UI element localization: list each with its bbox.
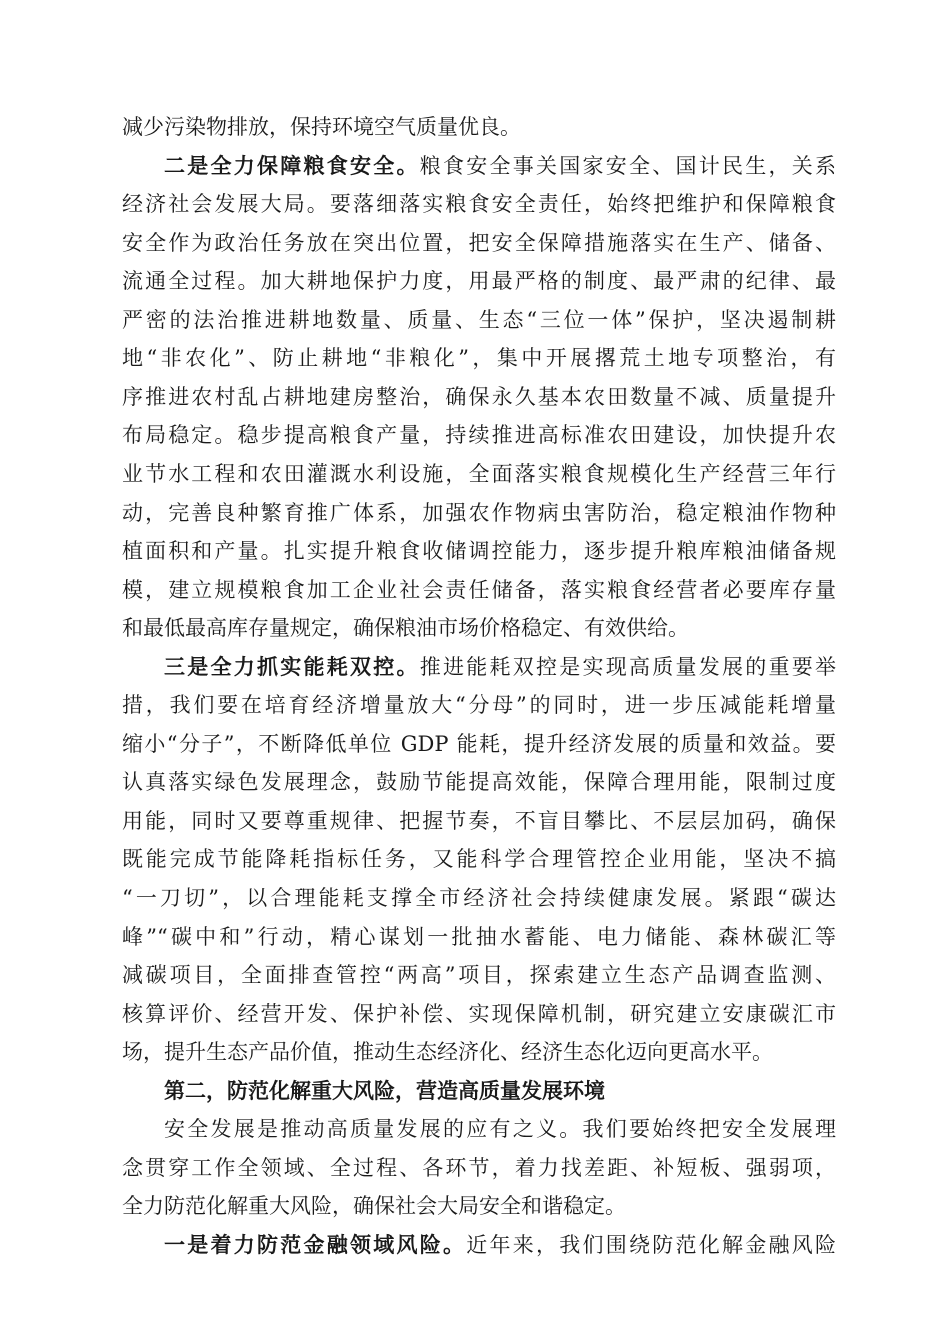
- text-line: [122, 922, 836, 952]
- paragraph-heading-line: [164, 151, 836, 181]
- body-text: 推进能耗双控是实现高质量发展的重要举: [419, 655, 836, 679]
- text-line: [122, 343, 836, 373]
- text-line: [122, 960, 836, 990]
- body-text: 安全作为政治任务放在突出位置，把安全保障措施落实在生产、储备、: [122, 231, 836, 255]
- body-text: 动，完善良种繁育推广体系，加强农作物病虫害防治，稳定粮油作物种: [122, 501, 836, 525]
- body-text: 严密的法治推进耕地数量、质量、生态“三位一体”保护，坚决遏制耕: [122, 308, 836, 332]
- text-line: [122, 228, 836, 258]
- text-line: [122, 112, 836, 142]
- body-text: 粮食安全事关国家安全、国计民生，关系: [419, 154, 836, 178]
- body-text: 模，建立规模粮食加工企业社会责任储备，落实粮食经营者必要库存量: [122, 578, 836, 602]
- text-line: [122, 613, 836, 643]
- paragraph-heading-line: [164, 1230, 836, 1260]
- paragraph-heading-line: [164, 1076, 836, 1106]
- text-line: [122, 382, 836, 412]
- body-text: 和最低最高库存量规定，确保粮油市场价格稳定、有效供给。: [122, 616, 689, 640]
- body-text: 减碳项目，全面排查管控“两高”项目，探索建立生态产品调查监测、: [122, 963, 836, 987]
- text-line: [122, 690, 836, 720]
- text-line: [122, 1037, 836, 1067]
- text-line: [122, 729, 836, 759]
- body-text: 念贯穿工作全领域、全过程、各环节，着力找差距、补短板、强弱项，: [122, 1156, 836, 1180]
- text-line: [122, 806, 836, 836]
- text-line: [122, 767, 836, 797]
- text-line: [122, 1153, 836, 1183]
- body-text: 用能，同时又要尊重规律、把握节奏，不盲目攀比、不层层加码，确保: [122, 809, 836, 833]
- body-text: 场，提升生态产品价值，推动生态经济化、经济生态化迈向更高水平。: [122, 1040, 773, 1064]
- body-text: 地“非农化”、防止耕地“非粮化”，集中开展撂荒土地专项整治，有: [122, 346, 836, 370]
- text-line: [122, 189, 836, 219]
- text-line: [164, 1114, 836, 1144]
- text-line: [122, 883, 836, 913]
- text-line: [122, 459, 836, 489]
- body-text: 缩小“分子”，不断降低单位 GDP 能耗，提升经济发展的质量和效益。要: [122, 732, 836, 756]
- text-line: [122, 999, 836, 1029]
- body-text: 措，我们要在培育经济增量放大“分母”的同时，进一步压减能耗增量: [122, 693, 836, 717]
- text-line: [122, 844, 836, 874]
- body-text: 安全发展是推动高质量发展的应有之义。我们要始终把安全发展理: [164, 1117, 836, 1141]
- text-line: [122, 498, 836, 528]
- body-text: “一刀切”，以合理能耗支撑全市经济社会持续健康发展。紧跟“碳达: [122, 886, 836, 910]
- body-text: 布局稳定。稳步提高粮食产量，持续推进高标准农田建设，加快提升农: [122, 423, 836, 447]
- body-text: 近年来，我们围绕防范化解金融风险: [466, 1233, 836, 1257]
- body-text: 全力防范化解重大风险，确保社会大局安全和谐稳定。: [122, 1194, 626, 1218]
- body-text: 经济社会发展大局。要落细落实粮食安全责任，始终把维护和保障粮食: [122, 192, 836, 216]
- text-line: [122, 1191, 836, 1221]
- text-line: [122, 536, 836, 566]
- text-line: [122, 305, 836, 335]
- body-text: 业节水工程和农田灌溉水利设施，全面落实粮食规模化生产经营三年行: [122, 462, 836, 486]
- paragraph-heading-line: [164, 652, 836, 682]
- text-line: [122, 420, 836, 450]
- text-line: [122, 266, 836, 296]
- body-text: 认真落实绿色发展理念，鼓励节能提高效能，保障合理用能，限制过度: [122, 770, 836, 794]
- body-text: 植面积和产量。扎实提升粮食收储调控能力，逐步提升粮库粮油储备规: [122, 539, 836, 563]
- bold-lead-text: 三是全力抓实能耗双控。: [164, 655, 420, 679]
- body-text: 减少污染物排放，保持环境空气质量优良。: [122, 115, 521, 139]
- text-line: [122, 575, 836, 605]
- bold-lead-text: 第二，防范化解重大风险，营造高质量发展环境: [164, 1079, 605, 1103]
- body-text: 序推进农村乱占耕地建房整治，确保永久基本农田数量不减、质量提升: [122, 385, 836, 409]
- body-text: 既能完成节能降耗指标任务，又能科学合理管控企业用能，坚决不搞: [122, 847, 836, 871]
- body-text: 核算评价、经营开发、保护补偿、实现保障机制，研究建立安康碳汇市: [122, 1002, 836, 1026]
- body-text: 流通全过程。加大耕地保护力度，用最严格的制度、最严肃的纪律、最: [122, 269, 836, 293]
- bold-lead-text: 一是着力防范金融领域风险。: [164, 1233, 467, 1257]
- bold-lead-text: 二是全力保障粮食安全。: [164, 154, 420, 178]
- body-text: 峰”“碳中和”行动，精心谋划一批抽水蓄能、电力储能、森林碳汇等: [122, 925, 836, 949]
